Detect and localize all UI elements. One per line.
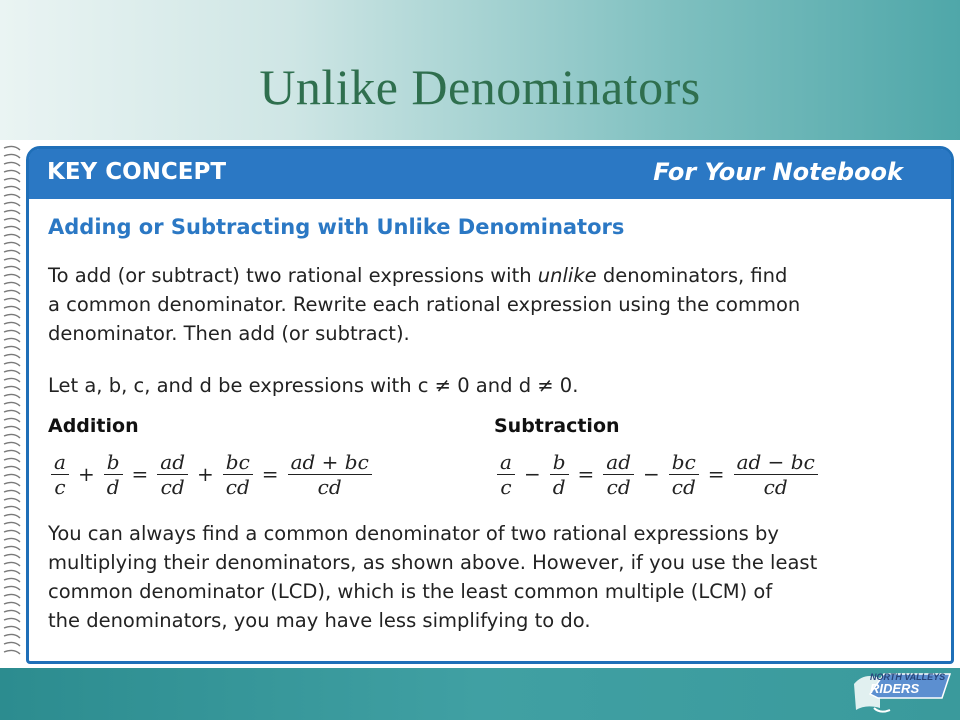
logo-text [870,672,950,696]
spiral-coil [4,170,20,174]
fraction: $\frac{a}{c}$ [51,450,69,499]
intro-text-b: denominators, find [596,264,788,287]
subtraction-formula [493,447,822,501]
spiral-coil [4,298,20,302]
spiral-coil [4,322,20,326]
logo-text-line-1: NORTH VALLEYS [870,672,946,682]
spiral-coil [4,410,20,414]
spiral-coil [4,362,20,366]
spiral-coil [4,338,20,342]
spiral-coil [4,602,20,606]
spiral-coil [4,274,20,278]
spiral-coil [4,530,20,534]
spiral-coil [4,394,20,398]
closing-line-4: the denominators, you may have less simplifying to do. [48,609,591,632]
spiral-coil [4,634,20,638]
fraction: $\frac{ad - bc}{cd}$ [734,450,818,499]
spiral-coil [4,266,20,270]
spiral-coil [4,370,20,374]
spiral-coil [4,194,20,198]
spiral-coil [4,546,20,550]
spiral-coil [4,218,20,222]
operator: − [523,462,541,486]
spiral-coil [4,402,20,406]
intro-line-2: a common denominator. Rewrite each rational expression using the common [48,293,801,316]
spiral-coil [4,210,20,214]
spiral-coil [4,226,20,230]
fraction: $\frac{ad}{cd}$ [157,450,188,499]
spiral-coil [4,434,20,438]
spiral-coil [4,378,20,382]
panel-header [29,149,951,199]
spiral-coil [4,490,20,494]
spiral-coil [4,514,20,518]
closing-line-3: common denominator (LCD), which is the least common multiple (LCM) of [48,580,773,603]
spiral-coil [4,474,20,478]
spiral-coil [4,202,20,206]
closing-line-1: You can always find a common denominator of two rational expressions by [48,522,779,545]
operator: + [197,462,214,486]
intro-text-a: To add (or subtract) two rational expressions with [48,264,538,287]
spiral-coil [4,506,20,510]
operator: − [643,462,660,486]
intro-emphasis: unlike [537,264,597,287]
key-concept-panel [26,146,954,664]
spiral-coil [4,258,20,262]
spiral-coil [4,146,20,150]
spiral-coil [4,538,20,542]
operator: + [77,462,95,486]
equals-sign: = [131,462,149,486]
intro-line-3: denominator. Then add (or subtract). [48,322,410,345]
spiral-coil [4,354,20,358]
fraction: $\frac{bc}{cd}$ [223,450,253,499]
slide-title: Unlike Denominators [259,59,701,115]
fraction: $\frac{b}{d}$ [104,450,123,499]
spiral-coil [4,570,20,574]
spiral-coil [4,562,20,566]
spiral-coil [4,498,20,502]
spiral-coil [4,458,20,462]
spiral-coil [4,290,20,294]
fraction: $\frac{b}{d}$ [550,450,569,499]
spiral-coil [4,450,20,454]
closing-paragraph [48,519,948,635]
spiral-coil [4,314,20,318]
equals-sign: = [261,462,279,486]
spiral-coil [4,242,20,246]
key-concept-label: KEY CONCEPT [47,159,227,185]
spiral-coil [4,610,20,614]
spiral-coil [4,586,20,590]
equals-sign: = [577,462,595,486]
addition-heading: Addition [48,415,139,437]
spiral-coil [4,578,20,582]
fraction: $\frac{a}{c}$ [497,450,515,499]
spiral-coil [4,162,20,166]
spiral-coil [4,186,20,190]
spiral-coil [4,642,20,646]
closing-line-2: multiplying their denominators, as shown above. However, if you use the least [48,551,818,574]
spiral-coil [4,626,20,630]
spiral-coil [4,250,20,254]
addition-formula [47,447,376,501]
spiral-coil [4,442,20,446]
spiral-coil [4,330,20,334]
fraction: $\frac{ad + bc}{cd}$ [288,450,372,499]
spiral-coil [4,618,20,622]
spiral-coil [4,178,20,182]
spiral-coil [4,650,20,654]
spiral-coil [4,234,20,238]
intro-paragraph [48,261,948,348]
spiral-coil [4,594,20,598]
spiral-coil [4,306,20,310]
equals-sign: = [707,462,725,486]
spiral-coil [4,482,20,486]
for-your-notebook-label: For Your Notebook [653,158,903,186]
spiral-coil [4,522,20,526]
spiral-coil [4,418,20,422]
spiral-coil [4,386,20,390]
let-statement: Let a, b, c, and d be expressions with c ≠ 0 and d ≠ 0. [48,374,579,397]
logo-text-line-2: RIDERS [870,681,920,696]
spiral-coil [4,466,20,470]
subtraction-heading: Subtraction [494,415,620,437]
fraction: $\frac{ad}{cd}$ [603,450,634,499]
spiral-coil [4,346,20,350]
spiral-coil [4,282,20,286]
spiral-coil [4,426,20,430]
spiral-coil [4,554,20,558]
concept-subtitle: Adding or Subtracting with Unlike Denominators [48,215,625,239]
spiral-binding [0,140,24,668]
fraction: $\frac{bc}{cd}$ [669,450,699,499]
footer-band [0,668,960,720]
spiral-coil [4,154,20,158]
